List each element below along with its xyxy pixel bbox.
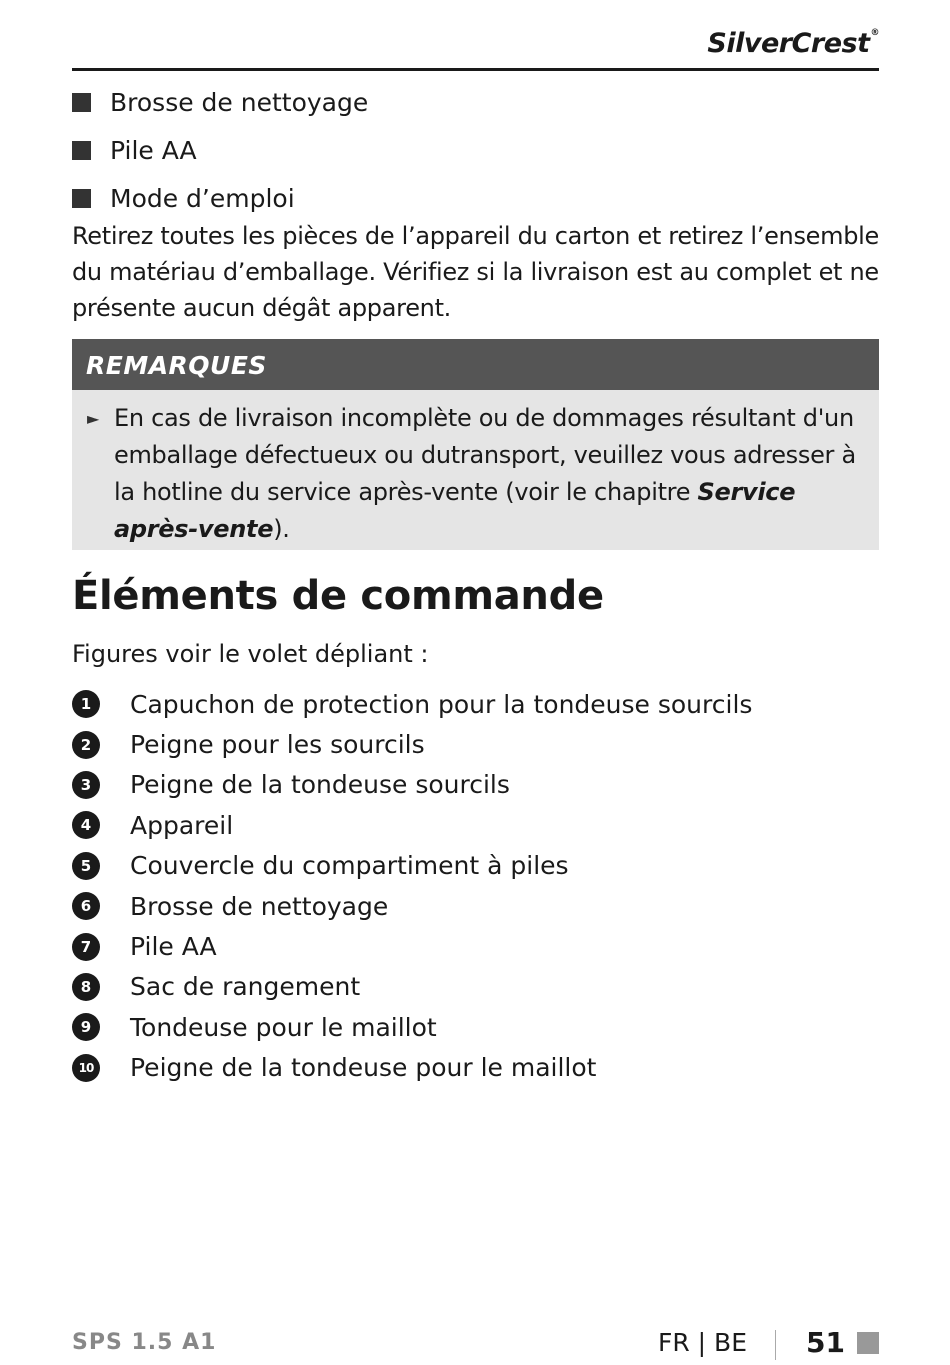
square-bullet-icon <box>72 189 91 208</box>
number-badge-icon: 4 <box>72 811 100 839</box>
number-badge-icon: 2 <box>72 731 100 759</box>
number-badge-icon: 6 <box>72 892 100 920</box>
control-item: 7 Pile AA <box>72 926 752 966</box>
control-item: 10 Peigne de la tondeuse pour le maillot <box>72 1048 752 1088</box>
model-number: SPS 1.5 A1 <box>72 1330 217 1355</box>
control-item: 5 Couvercle du compartiment à piles <box>72 846 752 886</box>
number-badge-icon: 7 <box>72 933 100 961</box>
list-item: Pile AA <box>72 126 368 174</box>
notes-text: ► En cas de livraison incomplète ou de dommages résultant d'un emballage défectueux ou dutransport, veuillez vous adresser à la hotline du service après-vente (voir le chapitre Service après-vente). <box>72 390 879 548</box>
square-marker-icon <box>857 1332 879 1354</box>
control-item: 8 Sac de rangement <box>72 967 752 1007</box>
control-item: 4 Appareil <box>72 805 752 845</box>
list-item: Mode d’emploi <box>72 174 368 222</box>
number-badge-icon: 3 <box>72 771 100 799</box>
control-item: 3 Peigne de la tondeuse sourcils <box>72 765 752 805</box>
control-item: 1 Capuchon de protection pour la tondeuse sourcils <box>72 684 752 724</box>
page-number: 51 <box>806 1326 845 1359</box>
notes-title: REMARQUES <box>72 339 879 390</box>
footer-divider <box>775 1330 776 1360</box>
unpacking-instructions: Retirez toutes les pièces de l’appareil du carton et retirez l’ensemble du matériau d’emballage. Vérifiez si la livraison est au complet et ne présente aucun dégât apparent. <box>72 222 879 322</box>
list-item: Brosse de nettoyage <box>72 78 368 126</box>
language-indicator: FR | BE <box>657 1328 747 1357</box>
number-badge-icon: 1 <box>72 690 100 718</box>
chapter-reference: Service après-vente <box>114 478 796 543</box>
arrow-right-icon: ► <box>87 409 100 428</box>
figures-note: Figures voir le volet dépliant : <box>72 640 429 668</box>
page-header <box>72 24 879 71</box>
notes-box <box>72 339 879 550</box>
brand-logo: SilverCrest® <box>707 28 879 59</box>
control-item: 6 Brosse de nettoyage <box>72 886 752 926</box>
page-footer <box>72 1322 879 1362</box>
number-badge-icon: 8 <box>72 973 100 1001</box>
control-item: 9 Tondeuse pour le maillot <box>72 1007 752 1047</box>
package-contents-list <box>72 78 368 222</box>
controls-list <box>72 684 752 1088</box>
square-bullet-icon <box>72 93 91 112</box>
control-item: 2 Peigne pour les sourcils <box>72 724 752 764</box>
manual-page <box>72 0 879 1365</box>
square-bullet-icon <box>72 141 91 160</box>
number-badge-icon: 5 <box>72 852 100 880</box>
number-badge-icon: 10 <box>72 1054 100 1082</box>
number-badge-icon: 9 <box>72 1013 100 1041</box>
section-title: Éléments de commande <box>72 573 604 619</box>
